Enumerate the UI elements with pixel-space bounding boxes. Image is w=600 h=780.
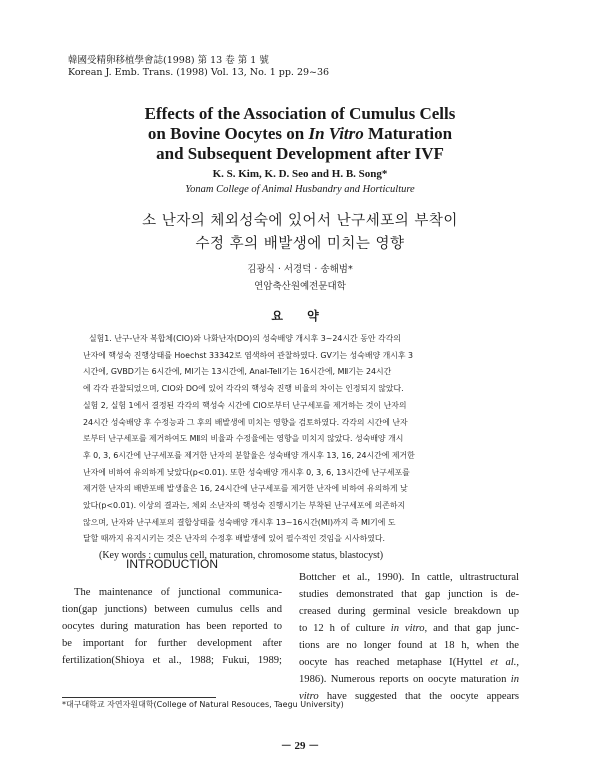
- korean-title-line-1: 소 난자의 체외성숙에 있어서 난구세포의 부착이: [142, 213, 458, 229]
- abstract-line: 시간에, GVBD기는 6시간에, MⅠ기는 13시간에, AnaⅠ-TelⅠ기는 16시간에, MⅡ기는 24시간: [83, 367, 392, 377]
- body-line: oocytes during maturation has been reported to: [62, 621, 282, 632]
- authors: K. S. Kim, K. D. Seo and H. B. Song*: [212, 168, 388, 180]
- title-line-2: [60, 124, 540, 144]
- body-line: [299, 620, 519, 637]
- abstract-line: 달할 때까지 유지시키는 것은 난자의 수정후 배발생에 있어 필수적인 것임을 시사하였다.: [83, 534, 385, 544]
- introduction-heading: INTRODUCTION: [126, 557, 218, 571]
- abstract-line: 았다(p<0.01). 이상의 결과는, 체외 소난자의 핵성숙 진행시기는 부착된 난구세포에 의존하지: [83, 501, 406, 511]
- abstract-line: 제거한 난자의 배반포배 발생율은 16, 24시간에 난구세포를 제거한 난자에 비하여 유의하게 낮: [83, 484, 408, 494]
- abstract-line: 않으며, 난자와 난구세포의 결합상태를 성숙배양 개시후 13~16시간(MⅠ)까지 즉 MⅠ기에 도: [83, 517, 396, 527]
- body-line: [299, 654, 519, 671]
- body-line: fertilization(Shioya et al., 1988; Fukui, 1989;: [62, 655, 282, 666]
- title-line-2c: Maturation: [363, 124, 453, 143]
- body-text: , and that gap junc-: [424, 623, 519, 634]
- title-line-3: and Subsequent Development after IVF: [156, 144, 444, 163]
- body-line: studies demonstrated that gap junction is de-: [299, 589, 519, 600]
- italic-term: et al.: [490, 657, 517, 668]
- left-column: [62, 584, 282, 669]
- body-text: 1986). Numerous reports on oocyte maturation: [299, 674, 511, 685]
- italic-term: in: [510, 674, 519, 685]
- abstract-line: 에 각각 관찰되었으며, CIO와 DO에 있어 각각의 핵성숙 진행 비율의 차이는 인정되지 않았다.: [83, 384, 404, 394]
- title-line-2a: on Bovine Oocytes on: [147, 124, 309, 143]
- body-line: [299, 671, 519, 688]
- abstract-line: 후 0, 3, 6시간에 난구세포를 제거한 난자의 분할율은 성숙배양 개시후 13, 16, 24시간에 제거한: [83, 450, 415, 460]
- footnote: *대구대학교 자연자원대학(College of Natural Resouces, Taegu University): [62, 700, 344, 709]
- title-line-2-italic: In Vitro: [308, 124, 364, 143]
- body-line: creased during germinal vesicle breakdown up: [299, 606, 519, 617]
- body-line: tions are no longer found at 18 h, when the: [299, 640, 519, 651]
- journal-header-english: Korean J. Emb. Trans. (1998) Vol. 13, No. 1 pp. 29~36: [68, 67, 330, 78]
- body-line: be important for further development after: [62, 638, 282, 649]
- title-block: [60, 104, 540, 195]
- right-column: [299, 569, 519, 705]
- korean-title: [60, 210, 540, 256]
- footnote-divider: [62, 697, 216, 698]
- korean-affiliation: 연암축산원예전문대학: [254, 281, 346, 292]
- abstract-line: 24시간 성숙배양 후 수정능과 그 후의 배발생에 미치는 영향을 검토하였다. 각각의 시간에 난자: [83, 417, 408, 427]
- abstract-line: 실험 2, 실험 1에서 결정된 각각의 핵성숙 시간에 CIO로부터 난구세포를 제거하는 것이 난자의: [83, 400, 407, 410]
- body-text: have suggested that the oocyte appears: [318, 691, 519, 702]
- abstract-body: [83, 331, 521, 565]
- body-line: The maintenance of junctional communica-: [74, 587, 282, 598]
- body-text: oocyte has reached metaphase I(Hyttel: [299, 657, 491, 668]
- abstract-line: 실험1. 난구-난자 복합체(CIO)와 나화난자(DO)의 성숙배양 개시후 3~24시간 동안 각각의: [89, 334, 401, 343]
- korean-title-line-2: 수정 후의 배발생에 미치는 영향: [195, 236, 405, 252]
- affiliation: Yonam College of Animal Husbandry and Horticulture: [185, 184, 415, 195]
- korean-authors: 김광식 · 서경덕 · 송해범*: [247, 264, 353, 275]
- abstract-line: 로부터 난구세포를 제거하여도 MⅡ의 비율과 수정율에는 영향을 미치지 않았다. 성숙배양 개시: [83, 434, 404, 444]
- italic-term: vitro: [299, 691, 319, 702]
- body-text: ,: [516, 657, 520, 668]
- abstract-heading: 요 약: [271, 309, 329, 323]
- body-line: tion(gap junctions) between cumulus cells and: [62, 604, 282, 615]
- title-line-1: Effects of the Association of Cumulus Cells: [144, 104, 456, 123]
- body-text: to 12 h of culture: [299, 623, 391, 634]
- italic-term: in vitro: [390, 623, 425, 634]
- page-number: － 29 －: [280, 740, 320, 752]
- journal-header-korean: 韓國受精卵移植學會誌(1998) 第 13 卷 第 1 號: [68, 55, 269, 66]
- abstract-line: 난자에 핵성숙 진행상태를 Hoechst 33342로 염색하여 관찰하였다. GV기는 성숙배양 개시후 3: [83, 350, 414, 360]
- body-line: Bottcher et al., 1990). In cattle, ultrastructural: [299, 572, 519, 583]
- abstract-line: 난자에 비하여 유의하게 낮았다(p<0.01). 또한 성숙배양 개시후 0, 3, 6, 13시간에 난구세포를: [83, 467, 410, 477]
- keywords: (Key words : cumulus cell, maturation, chromosome status, blastocyst): [99, 550, 384, 562]
